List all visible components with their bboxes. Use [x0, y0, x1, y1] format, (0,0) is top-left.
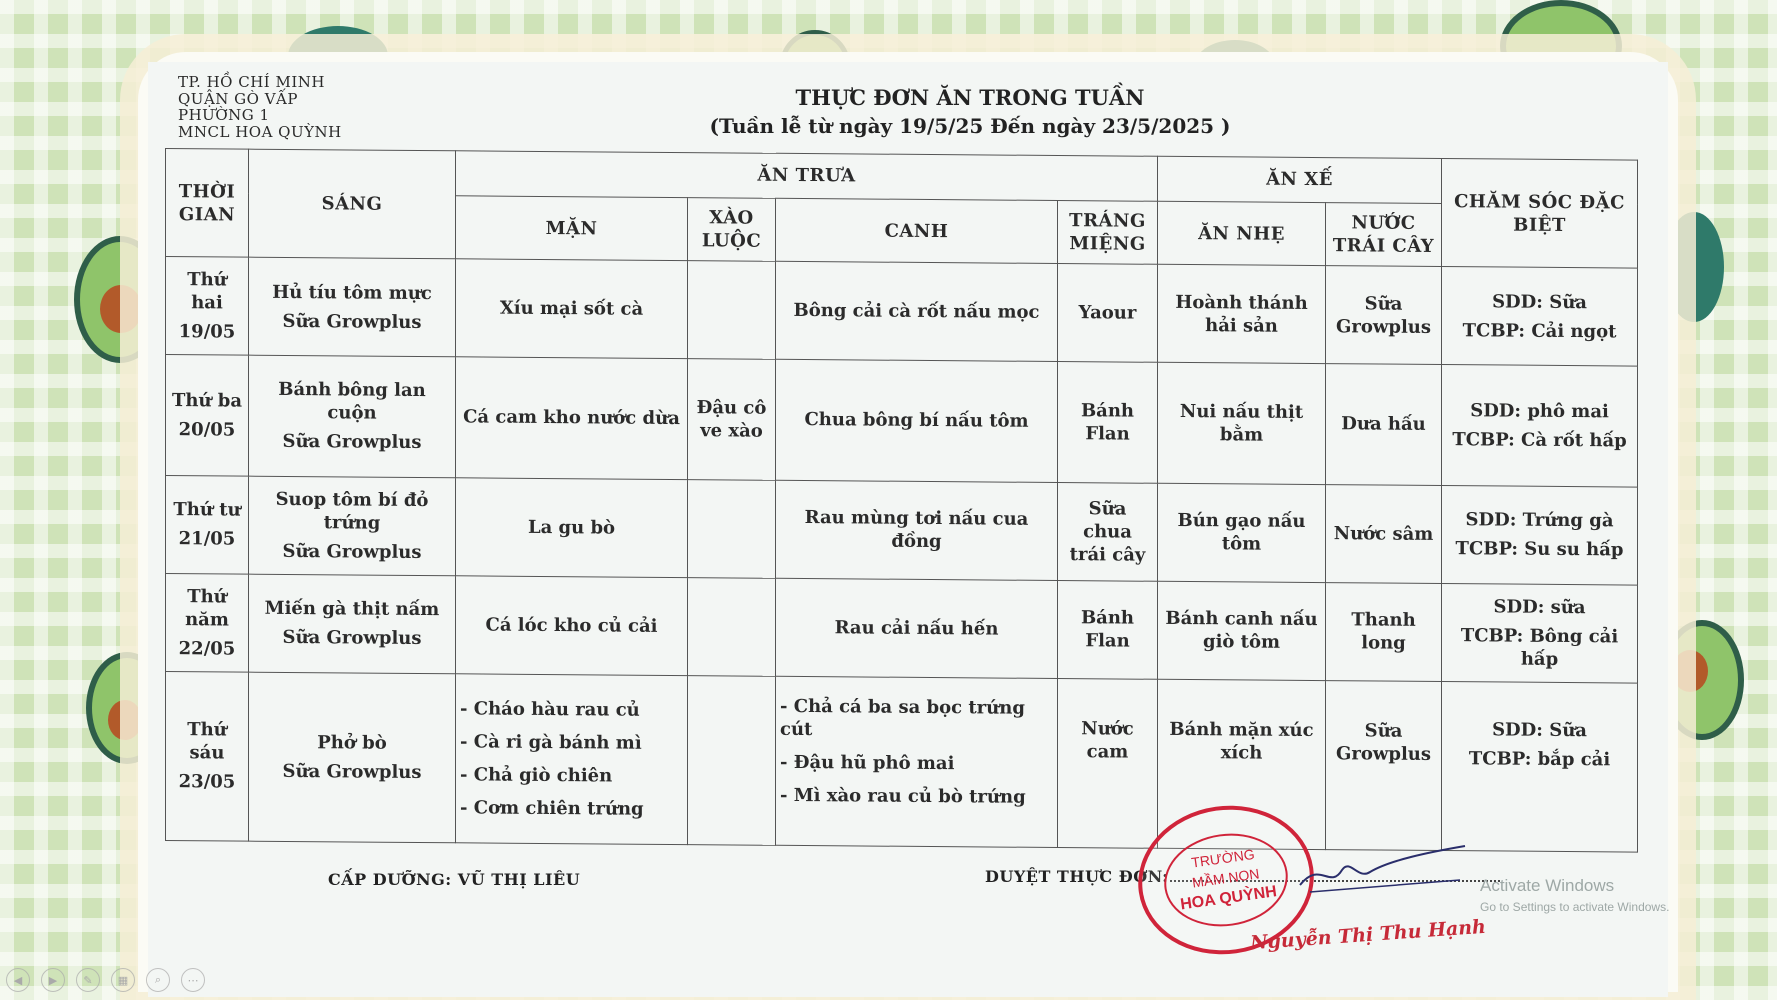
signer-name: Nguyễn Thị Thu Hạnh	[1249, 915, 1487, 955]
address-school: MNCL HOA QUỲNH	[178, 122, 342, 141]
day-name: Thứ hai	[187, 269, 227, 314]
dessert-cell: Nước cam	[1058, 678, 1158, 848]
special-care-cell	[1442, 267, 1638, 367]
breakfast-dish: Suop tôm bí đỏ trứng	[275, 488, 429, 534]
sdd-note: SDD: phô mai	[1470, 400, 1609, 423]
stir-fry-cell	[688, 479, 776, 578]
signature-scribble	[1280, 840, 1470, 900]
grid-icon[interactable]: ▦	[111, 968, 135, 992]
breakfast-milk: Sữa Growplus	[282, 310, 422, 333]
stamp-line-3: HOA QUỲNH	[1179, 883, 1278, 914]
sdd-note: SDD: Sữa	[1492, 718, 1587, 741]
snack-cell: Bún gạo nấu tôm	[1158, 483, 1326, 582]
soup-cell: Rau mùng tơi nấu cua đồng	[776, 480, 1058, 580]
more-icon[interactable]: ⋯	[181, 968, 205, 992]
dessert-cell: Bánh Flan	[1058, 580, 1158, 679]
stir-fry-cell	[688, 261, 776, 360]
activate-windows-watermark	[1480, 876, 1669, 914]
day-date: 20/05	[178, 418, 236, 441]
next-icon[interactable]: ▶	[41, 968, 65, 992]
drink-cell: Dưa hấu	[1326, 364, 1442, 485]
table-row	[166, 671, 1638, 852]
breakfast-dish: Bánh bông lan cuộn	[278, 379, 426, 425]
tcbp-note: TCBP: bắp cải	[1468, 747, 1611, 770]
soup-item: - Mì xào rau củ bò trứng	[780, 784, 1026, 808]
day-name: Thứ tư	[173, 499, 241, 521]
stir-fry-cell: Đậu cô ve xào	[688, 359, 776, 480]
main-dish-cell: Xíu mại sốt cà	[456, 259, 688, 359]
dessert-cell: Sữa chua trái cây	[1058, 482, 1158, 581]
day-name: Thứ sáu	[187, 719, 227, 764]
menu-title	[700, 84, 1240, 140]
previous-icon[interactable]: ◀	[6, 968, 30, 992]
breakfast-milk: Sữa Growplus	[282, 431, 422, 454]
day-name: Thứ năm	[185, 585, 229, 631]
soup-cell: Rau cải nấu hến	[776, 578, 1058, 678]
breakfast-cell	[249, 257, 456, 357]
main-dish-item: - Chả giò chiên	[460, 764, 613, 787]
header-an-nhe: ĂN NHẸ	[1158, 201, 1326, 266]
sdd-note: SDD: sữa	[1493, 595, 1586, 618]
slideshow-toolbar	[6, 968, 205, 992]
table-row	[166, 257, 1638, 367]
breakfast-milk: Sữa Growplus	[282, 760, 422, 783]
day-date: 19/05	[178, 321, 236, 343]
breakfast-dish: Hủ tíu tôm mực	[272, 281, 432, 304]
soup-item: - Đậu hũ phô mai	[780, 751, 955, 774]
header-man: MẶN	[456, 196, 688, 261]
header-canh: CANH	[776, 198, 1058, 263]
day-date: 22/05	[178, 637, 236, 660]
main-dish-cell	[456, 673, 688, 844]
address-ward: PHƯỜNG 1	[178, 106, 270, 124]
school-address	[178, 74, 342, 140]
header-trang-mieng: TRÁNG MIỆNG	[1058, 200, 1158, 264]
snack-cell: Hoành thánh hải sản	[1158, 264, 1326, 363]
day-cell	[166, 257, 249, 356]
special-care-cell	[1442, 485, 1638, 585]
breakfast-cell	[249, 476, 456, 576]
avocado-pit-left-1	[100, 285, 142, 333]
tcbp-note: TCBP: Cải ngọt	[1462, 319, 1617, 343]
table-row	[166, 355, 1638, 487]
special-care-cell	[1442, 583, 1638, 683]
header-thoi-gian: THỜI GIAN	[166, 149, 249, 258]
breakfast-milk: Sữa Growplus	[282, 540, 422, 563]
menu-title-week: (Tuần lễ từ ngày 19/5/25 Đến ngày 23/5/2025 )	[709, 114, 1231, 138]
soup-item: - Chả cá ba sa bọc trứng cút	[780, 695, 1025, 740]
tcbp-note: TCBP: Bông cải hấp	[1460, 624, 1619, 670]
main-dish-item: - Cháo hàu rau củ	[460, 698, 640, 721]
dessert-cell: Bánh Flan	[1058, 362, 1158, 483]
breakfast-cell	[249, 355, 456, 477]
address-district: QUẬN GÒ VẤP	[178, 89, 298, 108]
breakfast-dish: Miến gà thịt nấm	[264, 597, 440, 621]
main-dish-cell: Cá cam kho nước dừa	[456, 357, 688, 479]
day-cell	[166, 671, 249, 841]
sdd-note: SDD: Trứng gà	[1465, 509, 1614, 532]
drink-cell: Sữa Growplus	[1326, 680, 1442, 850]
stamp-line-1: TRƯỜNG	[1190, 845, 1256, 871]
table-row	[166, 573, 1638, 683]
breakfast-cell	[249, 574, 456, 674]
stir-fry-cell	[688, 675, 776, 845]
main-dish-item: - Cà ri gà bánh mì	[460, 731, 642, 754]
pen-icon[interactable]: ✎	[76, 968, 100, 992]
watermark-subtitle: Go to Settings to activate Windows.	[1480, 900, 1670, 914]
avocado-pit-left-2	[108, 700, 142, 740]
breakfast-dish: Phở bò	[317, 731, 387, 754]
header-nuoc-trai-cay: NƯỚC TRÁI CÂY	[1326, 203, 1442, 267]
dessert-cell: Yaour	[1058, 264, 1158, 363]
zoom-icon[interactable]: ⌕	[146, 968, 170, 992]
main-dish-cell: La gu bò	[456, 477, 688, 577]
header-an-xe: ĂN XẾ	[1158, 156, 1442, 203]
snack-cell: Nui nấu thịt bằm	[1158, 362, 1326, 484]
drink-cell: Nước sâm	[1326, 484, 1442, 583]
soup-cell	[776, 676, 1058, 848]
approval-label: DUYỆT THỰC ĐƠN:	[985, 867, 1169, 886]
stamp-line-2: MẦM NON	[1191, 865, 1261, 891]
day-cell	[166, 573, 249, 672]
day-cell	[166, 475, 249, 574]
special-care-cell	[1442, 365, 1638, 487]
address-city: TP. HỒ CHÍ MINH	[178, 73, 325, 91]
special-care-cell	[1442, 681, 1638, 852]
soup-cell: Chua bông bí nấu tôm	[776, 359, 1058, 482]
header-sang: SÁNG	[249, 149, 456, 259]
tcbp-note: TCBP: Cà rốt hấp	[1452, 428, 1627, 452]
menu-title-main: THỰC ĐƠN ĂN TRONG TUẦN	[795, 85, 1145, 110]
day-name: Thứ ba	[171, 389, 243, 412]
main-dish-item: - Cơm chiên trứng	[460, 797, 644, 820]
header-an-trua: ĂN TRƯA	[456, 151, 1158, 201]
day-cell	[166, 355, 249, 476]
watermark-title: Activate Windows	[1480, 876, 1615, 895]
drink-cell: Thanh long	[1326, 582, 1442, 681]
day-date: 23/05	[178, 771, 236, 793]
breakfast-milk: Sữa Growplus	[282, 626, 422, 650]
snack-cell: Bánh canh nấu giò tôm	[1158, 581, 1326, 680]
stir-fry-cell	[688, 577, 776, 676]
snack-cell: Bánh mặn xúc xích	[1158, 679, 1326, 850]
day-date: 21/05	[178, 528, 236, 550]
weekly-menu-table	[165, 148, 1638, 853]
header-cham-soc-dac-biet: CHĂM SÓC ĐẶC BIỆT	[1442, 159, 1638, 269]
cook-name: CẤP DƯỠNG: VŨ THỊ LIÊU	[328, 870, 581, 889]
table-row	[166, 475, 1638, 585]
tcbp-note: TCBP: Su su hấp	[1455, 538, 1624, 561]
soup-cell: Bông cải cà rốt nấu mọc	[776, 261, 1058, 361]
sdd-note: SDD: Sữa	[1492, 291, 1587, 313]
header-xao-luoc: XÀO LUỘC	[688, 198, 776, 262]
drink-cell: Sữa Growplus	[1326, 266, 1442, 365]
main-dish-cell: Cá lóc kho củ cải	[456, 575, 688, 675]
breakfast-cell	[249, 672, 456, 843]
